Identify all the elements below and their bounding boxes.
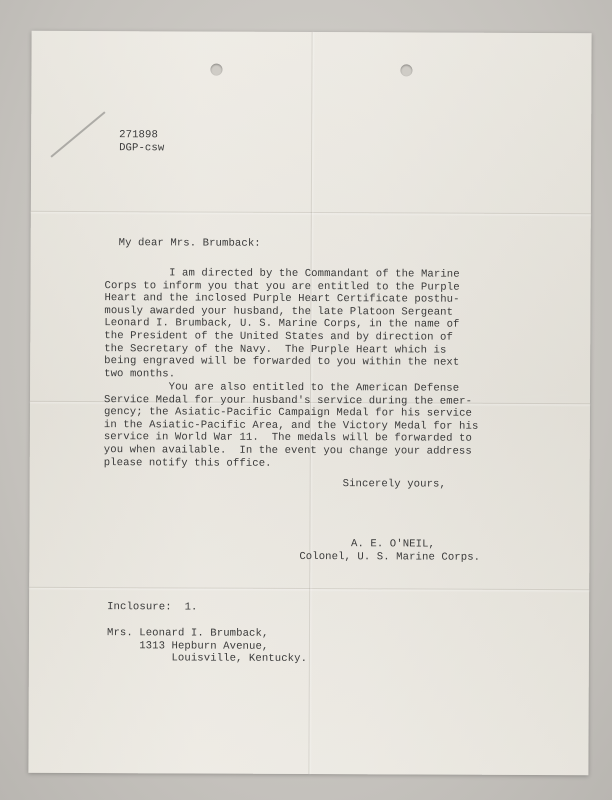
- address-line: Mrs. Leonard I. Brumback,: [106, 627, 269, 640]
- signer-title: Colonel, U. S. Marine Corps.: [299, 550, 481, 564]
- text-line: being engraved will be forwarded to you within the next: [104, 355, 460, 369]
- text-line: Service Medal for your husband's service during the emer-: [103, 393, 473, 408]
- closing: Sincerely yours,: [342, 478, 446, 491]
- text-line: Corps to inform you that you are entitled to the Purple: [104, 279, 460, 294]
- body-paragraph-2: [104, 381, 479, 471]
- text-line: you when available. In the event you change your address: [103, 444, 472, 458]
- address-line: Louisville, Kentucky.: [106, 652, 308, 666]
- reference-initials: DGP-csw: [119, 141, 165, 154]
- signature-block: [299, 538, 480, 564]
- enclosure-line: Inclosure: 1.: [107, 601, 198, 614]
- text-line: I am directed by the Commandant of the Marine: [104, 267, 460, 281]
- reference-block: [119, 129, 164, 154]
- letter-sheet: [28, 31, 591, 775]
- text-line: two months.: [104, 367, 176, 381]
- address-line: 1313 Hepburn Avenue,: [106, 639, 269, 653]
- text-line: the Secretary of the Navy. The Purple Heart which is: [104, 342, 447, 357]
- text-line: service in World War 11. The medals will be forwarded to: [103, 431, 472, 446]
- reference-number: 271898: [119, 129, 158, 142]
- text-line: You are also entitled to the American Defense: [104, 381, 460, 395]
- text-line: Heart and the inclosed Purple Heart Certificate posthu-: [104, 292, 460, 306]
- text-line: the President of the United States and by direction of: [104, 330, 454, 344]
- punch-hole: [400, 64, 412, 76]
- salutation: My dear Mrs. Brumback:: [118, 237, 261, 250]
- body-paragraph-1: [104, 267, 460, 382]
- recipient-address: [107, 627, 307, 666]
- pencil-mark: [50, 111, 105, 157]
- punch-hole: [210, 64, 222, 76]
- text-line: please notify this office.: [103, 456, 272, 470]
- text-line: mously awarded your husband, the late Platoon Sergeant: [104, 304, 454, 319]
- text-line: Leonard I. Brumback, U. S. Marine Corps, in the name of: [104, 317, 460, 332]
- text-line: gency; the Asiatic-Pacific Campaign Medal for his service: [103, 406, 473, 420]
- text-line: in the Asiatic-Pacific Area, and the Victory Medal for his: [103, 418, 479, 433]
- signer-name: A. E. O'NEIL,: [299, 537, 436, 551]
